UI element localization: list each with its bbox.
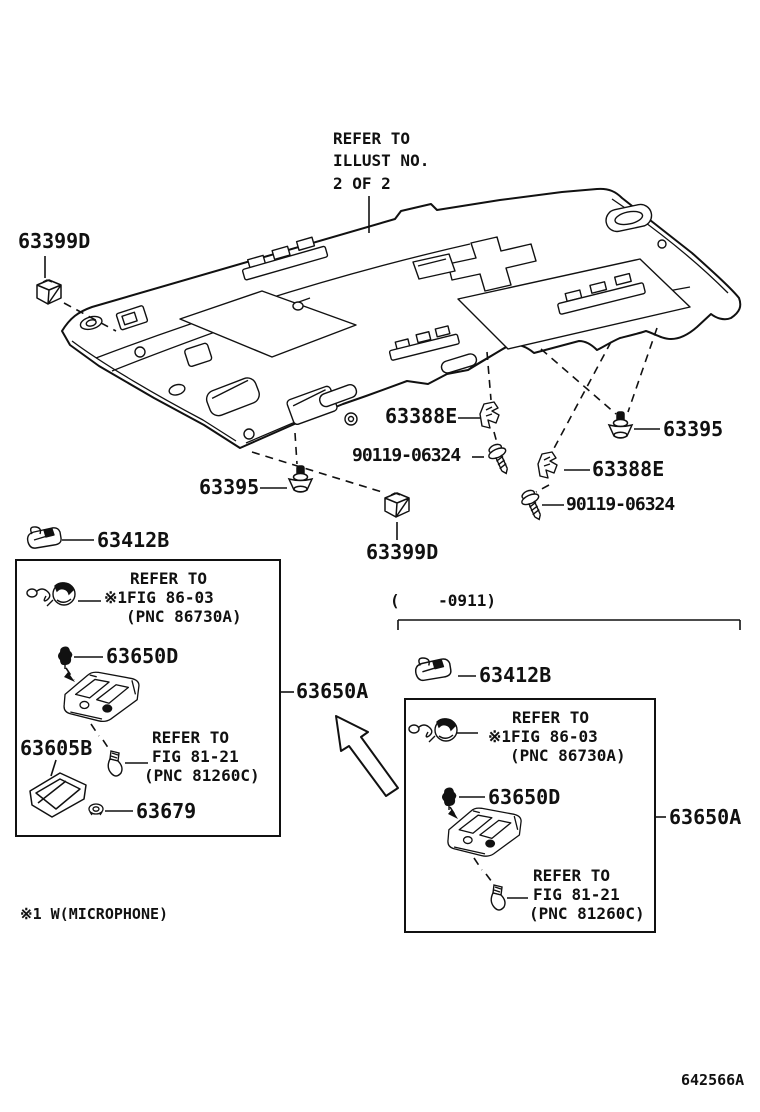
part-label-63679: 63679 <box>136 799 197 823</box>
lb-refer-bulb-2: FIG 81-21 <box>152 747 239 766</box>
lb-refer-mic-1: REFER TO <box>130 569 208 588</box>
illust-ref-note: REFER TO ILLUST NO. 2 OF 2 <box>333 129 430 193</box>
part-clip-63388e-right <box>538 452 557 478</box>
part-label-63399d-top: 63399D <box>18 229 91 253</box>
rb-refer-bulb-2: FIG 81-21 <box>533 885 620 904</box>
part-label-63605b: 63605B <box>20 736 93 760</box>
microphone-footnote: ※1 W(MICROPHONE) <box>20 905 169 923</box>
part-label-63650a-right: 63650A <box>669 805 742 829</box>
part-label-90119-right: 90119-06324 <box>566 494 675 515</box>
part-label-63395-right: 63395 <box>663 417 724 441</box>
date-range-label: ( -0911) <box>390 591 496 610</box>
lb-refer-mic-3: (PNC 86730A) <box>126 607 242 626</box>
part-label-63399d-bottom: 63399D <box>366 540 439 564</box>
part-screw-90119-mid <box>485 442 514 477</box>
part-label-63650d-right: 63650D <box>488 785 561 809</box>
part-hook-63412b-right <box>416 658 451 680</box>
part-label-90119-mid: 90119-06324 <box>352 445 461 466</box>
lb-refer-mic-2: ※1FIG 86-03 <box>104 588 214 607</box>
lb-refer-bulb-3: (PNC 81260C) <box>144 766 260 785</box>
part-label-63412b-left: 63412B <box>97 528 170 552</box>
diagram-code: 642566A <box>681 1071 745 1089</box>
part-label-63388e-mid: 63388E <box>385 404 458 428</box>
part-lens-63605b <box>30 773 86 817</box>
part-clip-63399d-bottom <box>385 493 409 517</box>
direction-arrow <box>336 716 398 796</box>
rb-refer-mic-3: (PNC 86730A) <box>510 746 626 765</box>
part-clip-63388e-mid <box>480 402 499 428</box>
rb-refer-bulb-3: (PNC 81260C) <box>529 904 645 923</box>
part-pin-63395-right <box>609 412 632 438</box>
lb-refer-bulb-1: REFER TO <box>152 728 230 747</box>
part-clip-63399d-top <box>37 280 61 304</box>
rb-refer-bulb-1: REFER TO <box>533 866 611 885</box>
part-label-63650d-left: 63650D <box>106 644 179 668</box>
rb-refer-mic-2: ※1FIG 86-03 <box>488 727 598 746</box>
part-label-63395-left: 63395 <box>199 475 260 499</box>
part-label-63412b-right: 63412B <box>479 663 552 687</box>
part-label-63388e-right: 63388E <box>592 457 665 481</box>
rb-refer-mic-1: REFER TO <box>512 708 590 727</box>
part-hook-63412b-left <box>28 527 62 548</box>
part-label-63650a-left: 63650A <box>296 679 369 703</box>
